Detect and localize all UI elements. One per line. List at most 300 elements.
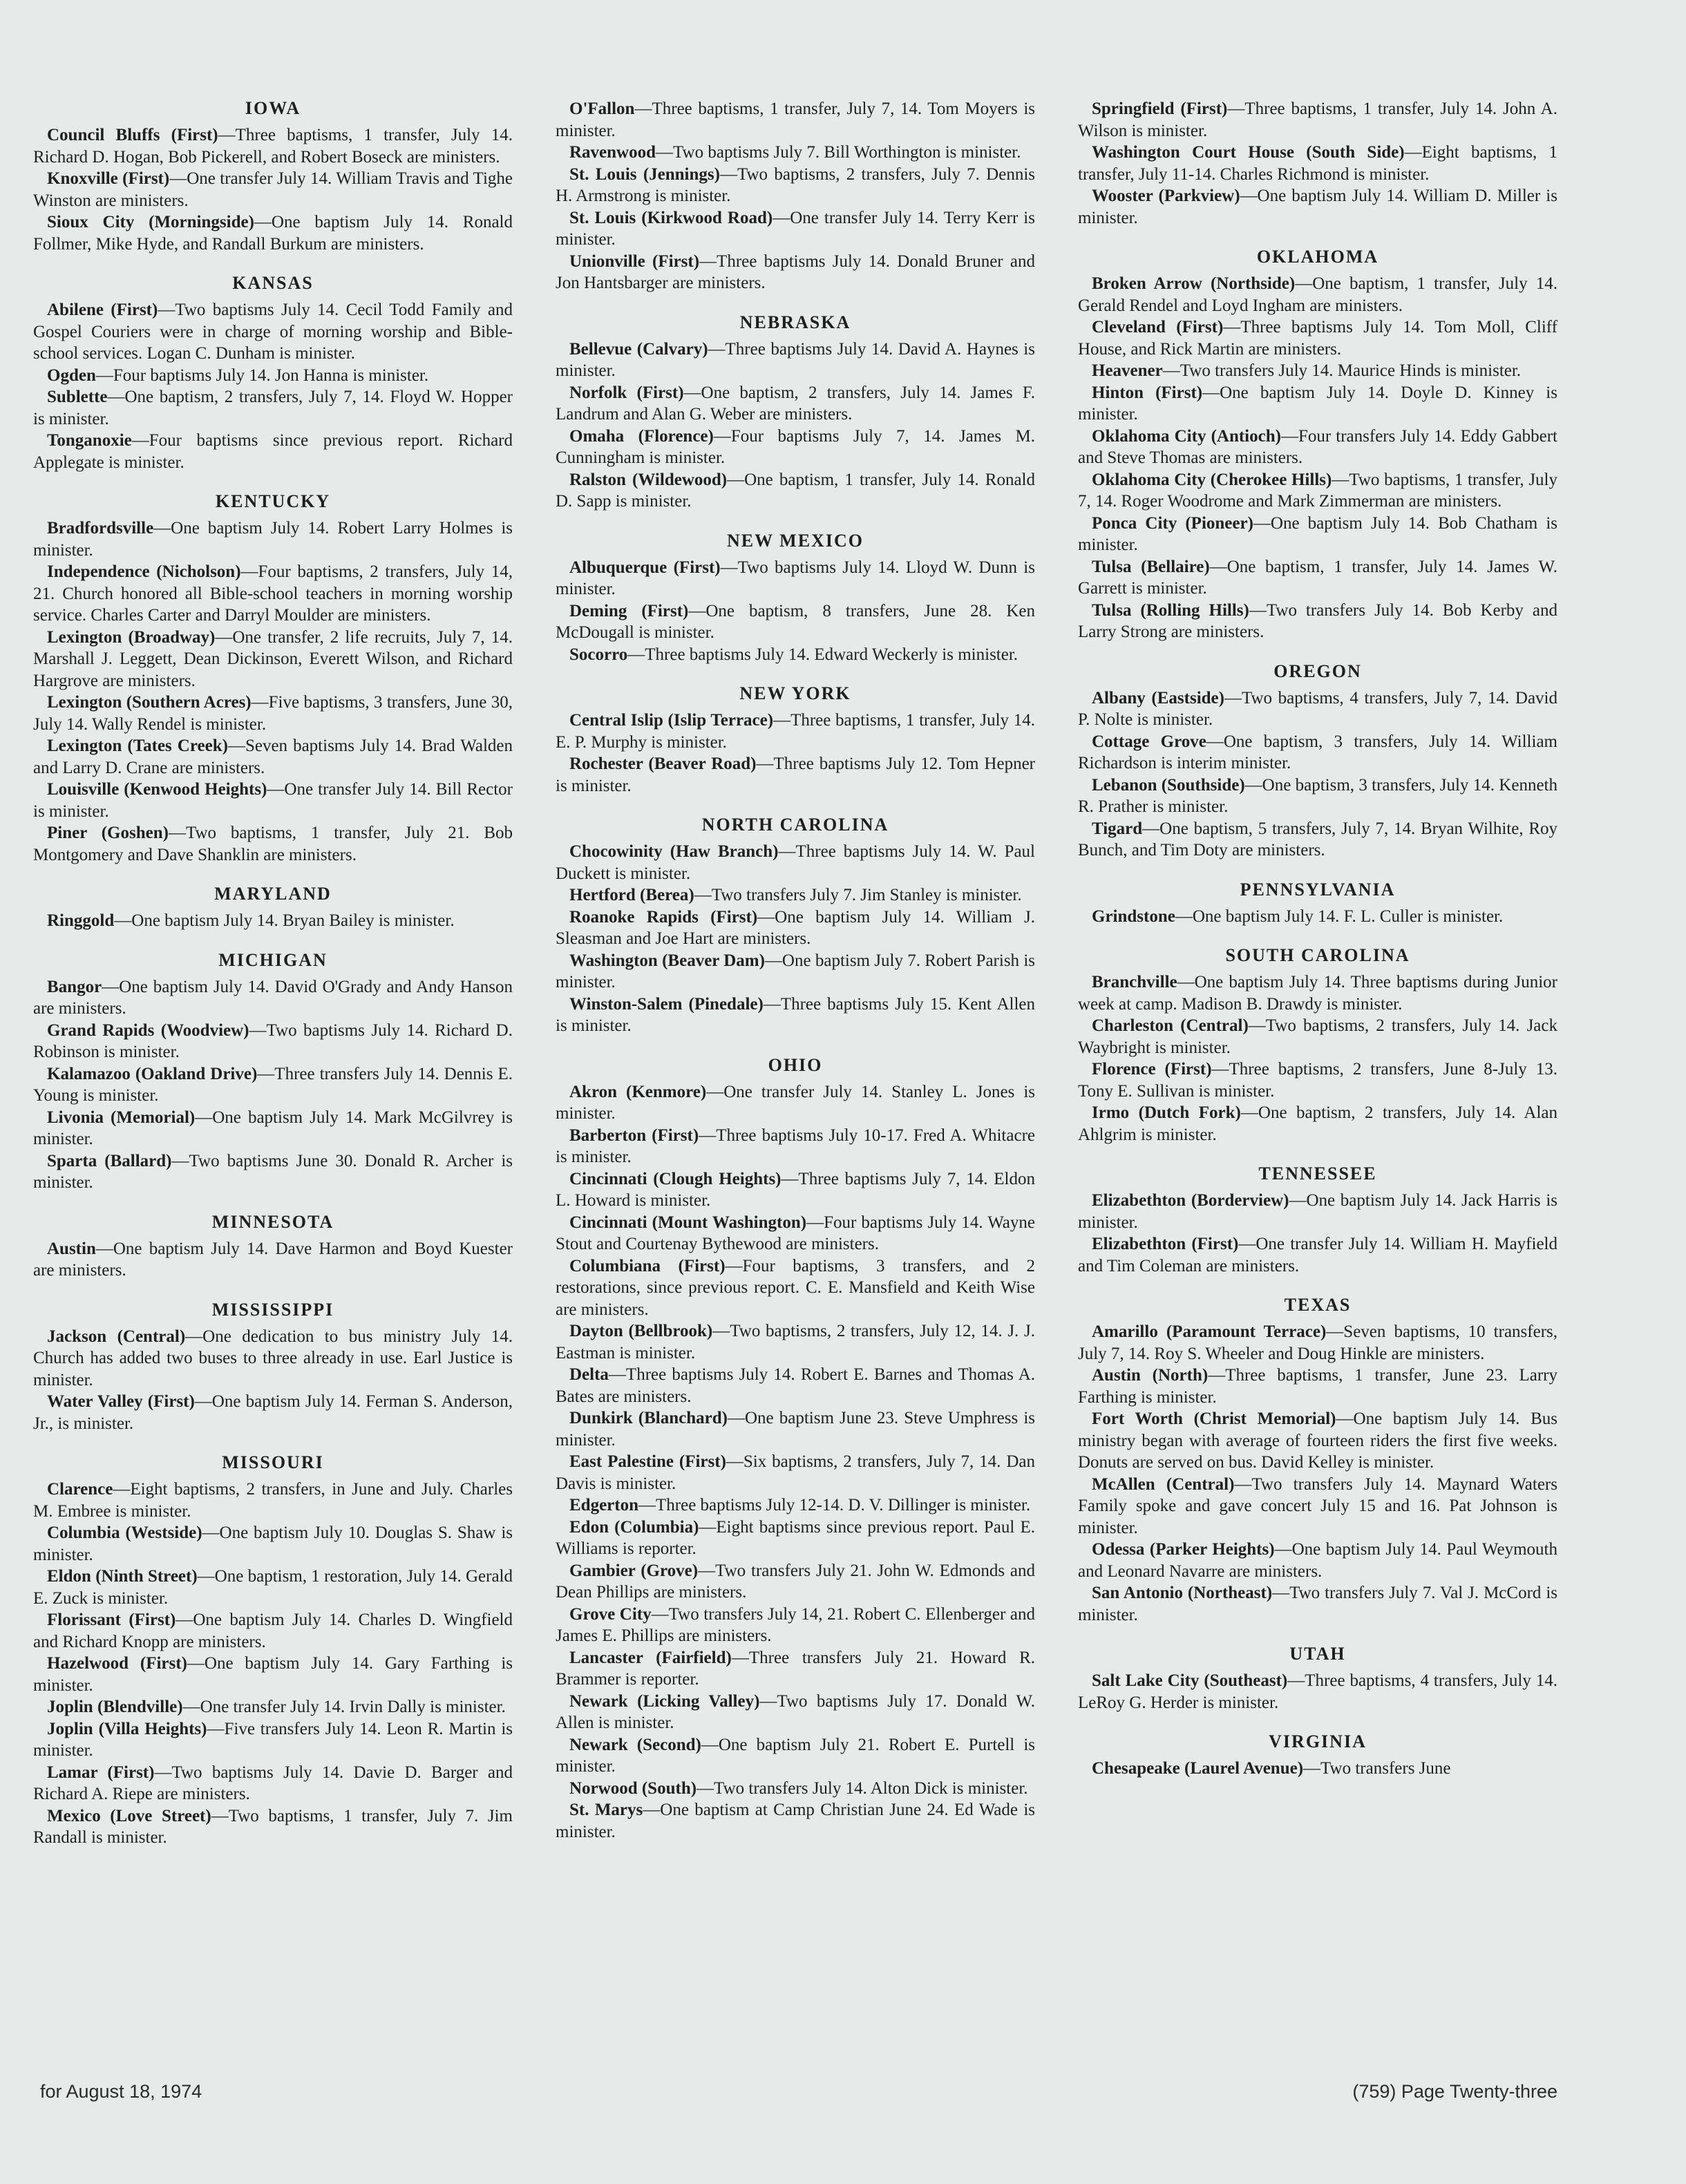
state-section	[1078, 1295, 1557, 1626]
church-report	[556, 469, 1035, 513]
report-text: —One baptism July 14. William D. Miller is minister.	[1078, 187, 1557, 227]
church-report	[33, 735, 513, 779]
church-report	[33, 692, 513, 735]
church-report	[33, 365, 513, 387]
church-name: Albuquerque (First)	[569, 558, 721, 577]
footer-page-number: (759) Page Twenty-three	[1352, 2081, 1557, 2102]
report-text: —One baptism July 14. Ferman S. Anderson, Jr., is minister.	[33, 1392, 513, 1433]
report-text: —Two baptisms July 14. Davie D. Barger and Richard A. Riepe are ministers.	[33, 1763, 513, 1803]
report-text: —Two transfers June	[1303, 1759, 1451, 1778]
report-text: —One baptism at Camp Christian June 24. Ed Wade is minister.	[556, 1801, 1036, 1841]
church-name: Austin	[47, 1239, 96, 1258]
church-name: Charleston (Central)	[1092, 1016, 1249, 1035]
church-name: Lexington (Tates Creek)	[47, 737, 228, 755]
state-section	[556, 98, 1035, 294]
church-report	[33, 1479, 513, 1522]
church-name: Austin (North)	[1092, 1366, 1209, 1385]
report-text: —Three baptisms, 1 transfer, June 23. Larry Farthing is minister.	[1078, 1366, 1557, 1407]
report-text: —One baptism July 14. Bryan Bailey is minister.	[114, 911, 455, 930]
report-text: —Four baptisms July 7, 14. James M. Cunningham is minister.	[556, 426, 1035, 467]
state-heading: IOWA	[245, 98, 301, 118]
report-text: —Three baptisms July 14. Edward Weckerly is minister.	[627, 645, 1019, 664]
church-report	[1078, 1190, 1557, 1233]
column-middle	[556, 98, 1035, 1843]
report-text: —Two transfers July 14. Bob Kerby and Larry Strong are ministers.	[1078, 600, 1557, 641]
church-report	[33, 1063, 513, 1107]
church-name: Ogden	[47, 365, 96, 385]
church-report	[33, 822, 513, 866]
church-name: Newark (Second)	[569, 1735, 701, 1754]
church-name: Grindstone	[1092, 906, 1175, 926]
church-name: Salt Lake City (Southeast)	[1092, 1671, 1288, 1690]
report-text: —One baptism July 7. Robert Parish is minister.	[556, 951, 1035, 991]
church-name: Tulsa (Rolling Hills)	[1092, 600, 1249, 620]
church-name: Bangor	[47, 977, 102, 996]
report-text: —One baptism July 14. Gary Farthing is minister.	[33, 1654, 513, 1695]
church-report	[556, 557, 1035, 600]
state-section	[1078, 247, 1557, 643]
church-report	[1078, 556, 1557, 600]
church-name: East Palestine (First)	[569, 1452, 726, 1471]
church-name: Council Bluffs (First)	[47, 126, 218, 144]
report-text: —Two transfers July 7. Val J. McCord is minister.	[1078, 1584, 1557, 1624]
church-name: Deming (First)	[569, 601, 689, 620]
report-text: —Three baptisms, 1 transfer, July 7, 14. Tom Moyers is minister.	[556, 99, 1035, 140]
church-name: Elizabethton (Borderview)	[1092, 1191, 1289, 1210]
church-report	[556, 994, 1035, 1037]
report-text: —One baptism July 14. Three baptisms during Junior week at camp. Madison B. Drawdy is minister.	[1078, 973, 1557, 1014]
church-report	[1078, 360, 1557, 382]
report-text: —Three baptisms, 2 transfers, June 8-July 13. Tony E. Sullivan is minister.	[1078, 1060, 1557, 1101]
church-name: Dayton (Bellbrook)	[569, 1322, 713, 1340]
state-section	[556, 815, 1035, 1037]
church-report	[556, 1647, 1035, 1691]
state-section	[33, 491, 513, 866]
report-text: —One baptism, 1 transfer, July 14. James W. Garrett is minister.	[1078, 557, 1557, 598]
church-name: Cottage Grove	[1092, 732, 1206, 751]
church-name: Barberton (First)	[569, 1126, 699, 1145]
report-text: —Six baptisms, 2 transfers, July 7, 14. Dan Davis is minister.	[556, 1452, 1035, 1493]
church-name: Norwood (South)	[569, 1778, 697, 1798]
church-name: Cleveland (First)	[1092, 318, 1224, 336]
church-report	[1078, 1582, 1557, 1626]
report-text: —One baptism, 8 transfers, June 28. Ken McDougall is minister.	[556, 601, 1035, 642]
church-report	[556, 1407, 1035, 1451]
report-text: —One baptism, 3 transfers, July 14. Kenneth R. Prather is minister.	[1078, 775, 1557, 816]
report-text: —One transfer July 14. Stanley L. Jones is minister.	[556, 1082, 1036, 1123]
church-name: Tonganoxie	[47, 431, 132, 450]
church-report	[33, 976, 513, 1020]
state-section	[33, 1452, 513, 1849]
state-heading: MISSOURI	[222, 1452, 324, 1472]
church-name: Grove City	[569, 1604, 652, 1624]
state-section	[33, 950, 513, 1194]
church-report	[33, 1696, 513, 1718]
church-report	[556, 753, 1035, 797]
report-text: —Two baptisms, 1 transfer, July 21. Bob Montgomery and Dave Shanklin are ministers.	[33, 824, 513, 864]
church-name: Akron (Kenmore)	[569, 1082, 707, 1101]
church-name: St. Louis (Kirkwood Road)	[569, 208, 773, 227]
church-name: Central Islip (Islip Terrace)	[569, 711, 774, 730]
church-name: Mexico (Love Street)	[47, 1806, 211, 1825]
state-heading: OKLAHOMA	[1256, 247, 1379, 267]
church-report	[1078, 1015, 1557, 1058]
report-text: —One baptism, 2 transfers, July 14. Alan Ahlgrim is minister.	[1078, 1103, 1557, 1144]
report-text: —Four baptisms July 14. Wayne Stout and Courtenay Bythewood are ministers.	[556, 1213, 1035, 1253]
state-section	[33, 98, 513, 255]
church-name: Wooster (Parkview)	[1092, 187, 1240, 205]
church-name: Bradfordsville	[47, 519, 154, 538]
church-name: Gambier (Grove)	[569, 1561, 699, 1580]
church-report	[556, 1212, 1035, 1255]
church-name: Albany (Eastside)	[1092, 688, 1224, 708]
state-heading: OREGON	[1273, 661, 1362, 681]
state-section	[33, 1212, 513, 1282]
church-name: Hertford (Berea)	[569, 886, 694, 904]
church-report	[1078, 1758, 1557, 1780]
state-section	[556, 312, 1035, 513]
church-report	[1078, 775, 1557, 818]
church-report	[1078, 382, 1557, 426]
report-text: —Three baptisms, 1 transfer, July 14. John A. Wilson is minister.	[1078, 99, 1557, 140]
church-report	[556, 884, 1035, 906]
church-report	[33, 1326, 513, 1392]
state-section	[1078, 1164, 1557, 1277]
church-name: Florence (First)	[1092, 1060, 1212, 1079]
church-name: Lexington (Broadway)	[47, 627, 216, 647]
church-name: Edon (Columbia)	[569, 1517, 699, 1537]
church-name: Newark (Licking Valley)	[569, 1691, 760, 1711]
report-text: —Three baptisms July 14. David A. Haynes is minister.	[556, 339, 1035, 380]
church-name: Edgerton	[569, 1496, 638, 1514]
church-name: Fort Worth (Christ Memorial)	[1092, 1409, 1336, 1428]
state-heading: SOUTH CAROLINA	[1225, 945, 1410, 965]
report-text: —One baptism June 23. Steve Umphress is minister.	[556, 1409, 1036, 1450]
report-text: —One baptism July 14. Mark McGilvrey is minister.	[33, 1108, 513, 1148]
church-report	[1078, 142, 1557, 185]
state-heading: MARYLAND	[214, 884, 332, 904]
church-name: Cincinnati (Mount Washington)	[569, 1213, 807, 1232]
church-name: Dunkirk (Blanchard)	[569, 1409, 728, 1427]
church-report	[33, 1609, 513, 1653]
church-report	[1078, 426, 1557, 469]
church-name: Sioux City (Morningside)	[47, 213, 254, 231]
report-text: —Two baptisms, 1 transfer, July 7. Jim Randall is minister.	[33, 1806, 513, 1847]
church-report	[556, 1451, 1035, 1494]
church-report	[1078, 1233, 1557, 1277]
church-report	[556, 1494, 1035, 1517]
state-section	[1078, 1644, 1557, 1713]
church-name: Elizabethton (First)	[1092, 1235, 1239, 1253]
church-report	[33, 124, 513, 168]
report-text: —Three baptisms, 1 transfer, July 14. Richard D. Hogan, Bob Pickerell, and Robert Boseck are ministers.	[33, 126, 513, 167]
church-report	[556, 841, 1035, 884]
report-text: —Five transfers July 14. Leon R. Martin is minister.	[33, 1719, 513, 1760]
church-name: Unionville (First)	[569, 251, 700, 271]
report-text: —Three transfers July 14. Dennis E. Young is minister.	[33, 1064, 513, 1105]
church-name: Socorro	[569, 645, 628, 664]
church-report	[1078, 687, 1557, 731]
report-text: —Two transfers July 14, 21. Robert C. Ellenberger and James E. Phillips are ministers.	[556, 1604, 1035, 1645]
church-report	[1078, 731, 1557, 775]
church-name: Lamar (First)	[47, 1763, 155, 1782]
report-text: —Three baptisms July 14. Donald Bruner and Jon Hantsbarger are ministers.	[556, 251, 1035, 292]
church-name: Joplin (Villa Heights)	[47, 1719, 207, 1738]
church-report	[1078, 185, 1557, 229]
church-report	[1078, 1670, 1557, 1713]
church-report	[33, 910, 513, 932]
footer-date: for August 18, 1974	[40, 2081, 202, 2102]
report-text: —Three baptisms, 4 transfers, July 14. LeRoy G. Herder is minister.	[1078, 1671, 1557, 1712]
church-report	[556, 1691, 1035, 1734]
column-left	[33, 98, 513, 1849]
report-text: —Two transfers July 14. Maurice Hinds is minister.	[1162, 361, 1522, 380]
state-section	[1078, 98, 1557, 229]
church-name: Ringgold	[47, 911, 115, 930]
report-text: —One baptism July 14. Bob Chatham is minister.	[1078, 513, 1557, 554]
church-name: O'Fallon	[569, 99, 635, 118]
report-text: —One baptism July 14. Ronald Follmer, Mike Hyde, and Randall Burkum are ministers.	[33, 213, 513, 254]
state-heading: NORTH CAROLINA	[701, 815, 889, 835]
church-name: Clarence	[47, 1480, 113, 1499]
church-name: Rochester (Beaver Road)	[569, 754, 757, 773]
church-report	[33, 386, 513, 430]
church-report	[556, 1517, 1035, 1560]
report-text: —Two baptisms July 14. Lloyd W. Dunn is minister.	[556, 558, 1035, 598]
church-report	[1078, 1102, 1557, 1146]
church-report	[556, 1255, 1035, 1321]
church-name: Branchville	[1092, 973, 1177, 991]
church-name: St. Marys	[569, 1801, 643, 1819]
church-report	[556, 1799, 1035, 1843]
report-text: —One transfer July 14. William H. Mayfield and Tim Coleman are ministers.	[1078, 1235, 1557, 1275]
report-text: —Four baptisms, 3 transfers, and 2 restorations, since previous report. C. E. Mansfield and Keith Wise are ministers.	[556, 1256, 1036, 1319]
report-text: —One baptism July 21. Robert E. Purtell is minister.	[556, 1735, 1036, 1776]
state-section	[556, 1055, 1035, 1843]
report-text: —Two baptisms July 14. Richard D. Robinson is minister.	[33, 1020, 513, 1061]
church-name: Tigard	[1092, 819, 1143, 838]
report-text: —One baptism July 14. William J. Sleasman and Joe Hart are ministers.	[556, 907, 1035, 948]
church-name: Water Valley (First)	[47, 1392, 195, 1411]
state-heading: OHIO	[768, 1054, 823, 1075]
state-heading: MISSISSIPPI	[211, 1299, 334, 1320]
report-text: —Eight baptisms since previous report. Paul E. Williams is reporter.	[556, 1517, 1035, 1558]
state-section	[1078, 1731, 1557, 1780]
report-text: —Two baptisms July 17. Donald W. Allen is minister.	[556, 1691, 1036, 1732]
church-report	[33, 779, 513, 822]
report-text: —Two baptisms, 4 transfers, July 7, 14. David P. Nolte is minister.	[1078, 688, 1557, 729]
church-report	[556, 950, 1035, 994]
church-report	[556, 426, 1035, 469]
report-text: —One baptism July 10. Douglas S. Shaw is minister.	[33, 1523, 513, 1564]
church-report	[1078, 1539, 1557, 1582]
church-name: Heavener	[1092, 361, 1163, 380]
state-section	[33, 884, 513, 932]
church-report	[556, 207, 1035, 251]
state-heading: TENNESSEE	[1258, 1164, 1377, 1184]
report-text: —One baptism, 1 transfer, July 14. Ronald D. Sapp is minister.	[556, 470, 1035, 511]
report-text: —One transfer July 14. Terry Kerr is minister.	[556, 208, 1035, 249]
church-report	[556, 600, 1035, 644]
report-text: —Seven baptisms July 14. Brad Walden and Larry D. Crane are ministers.	[33, 737, 513, 777]
column-right	[1078, 98, 1557, 1780]
church-name: Delta	[569, 1365, 609, 1384]
church-name: Ponca City (Pioneer)	[1092, 513, 1253, 533]
report-text: —Three baptisms July 10-17. Fred A. Whitacre is minister.	[556, 1126, 1035, 1166]
state-section	[1078, 945, 1557, 1146]
church-report	[33, 517, 513, 561]
church-report	[556, 382, 1035, 426]
church-report	[556, 1778, 1035, 1800]
church-name: Springfield (First)	[1092, 99, 1228, 118]
state-section	[1078, 661, 1557, 862]
church-name: Cincinnati (Clough Heights)	[569, 1169, 782, 1188]
church-name: Florissant (First)	[47, 1611, 176, 1629]
church-report	[1078, 818, 1557, 862]
report-text: —Two baptisms, 1 transfer, July 7, 14. Roger Woodrome and Mark Zimmerman are ministers.	[1078, 470, 1557, 511]
church-name: Lexington (Southern Acres)	[47, 693, 252, 712]
state-heading: PENNSYLVANIA	[1240, 879, 1396, 900]
church-name: Washington Court House (South Side)	[1092, 143, 1405, 162]
church-report	[556, 906, 1035, 950]
state-heading: NEBRASKA	[739, 312, 851, 332]
church-name: Livonia (Memorial)	[47, 1108, 196, 1127]
church-report	[556, 1320, 1035, 1364]
church-report	[33, 627, 513, 692]
church-report	[556, 1168, 1035, 1212]
report-text: —One transfer July 14. Bill Rector is minister.	[33, 780, 513, 821]
church-name: Grand Rapids (Woodview)	[47, 1020, 249, 1040]
report-text: —Four baptisms since previous report. Richard Applegate is minister.	[33, 431, 513, 472]
report-text: —Two transfers July 14. Alton Dick is minister.	[697, 1778, 1028, 1798]
church-report	[33, 430, 513, 473]
church-report	[556, 1364, 1035, 1407]
church-name: Columbia (Westside)	[47, 1523, 202, 1542]
church-name: Abilene (First)	[47, 301, 158, 319]
report-text: —One baptism July 14. Jack Harris is minister.	[1078, 1191, 1558, 1232]
church-name: McAllen (Central)	[1092, 1474, 1235, 1494]
report-text: —Two baptisms, 2 transfers, July 14. Jack Waybright is minister.	[1078, 1016, 1557, 1057]
report-text: —Three baptisms July 12-14. D. V. Dillinger is minister.	[638, 1496, 1031, 1514]
church-report	[1078, 600, 1557, 643]
church-name: Joplin (Blendville)	[47, 1698, 183, 1716]
church-report	[1078, 1321, 1557, 1365]
report-text: —Three baptisms July 7, 14. Eldon L. Howard is minister.	[556, 1169, 1035, 1210]
report-text: —One baptism July 14. Bus ministry began with average of fourteen riders the first five weeks. Donuts are served on bus. David Kelley is minister.	[1078, 1409, 1557, 1472]
report-text: —Three baptisms July 14. Robert E. Barnes and Thomas A. Bates are ministers.	[556, 1365, 1035, 1406]
state-heading: KANSAS	[232, 273, 314, 293]
report-text: —One baptism July 14. F. L. Culler is minister.	[1175, 906, 1504, 926]
church-report	[1078, 1058, 1557, 1102]
church-report	[556, 164, 1035, 207]
state-section	[33, 1300, 513, 1435]
church-report	[556, 98, 1035, 142]
report-text: —Two transfers July 21. John W. Edmonds and Dean Phillips are ministers.	[556, 1561, 1035, 1602]
report-text: —One baptism, 1 transfer, July 14. Gerald Rendel and Loyd Ingham are ministers.	[1078, 274, 1557, 315]
report-text: —Two baptisms July 7. Bill Worthington is minister.	[656, 143, 1021, 162]
report-text: —Eight baptisms, 1 transfer, July 11-14. Charles Richmond is minister.	[1078, 143, 1557, 184]
church-report	[556, 251, 1035, 294]
state-heading: TEXAS	[1284, 1295, 1352, 1315]
state-section	[33, 273, 513, 473]
state-heading: VIRGINIA	[1269, 1731, 1367, 1751]
church-name: Eldon (Ninth Street)	[47, 1567, 198, 1586]
church-report	[33, 211, 513, 255]
church-name: Irmo (Dutch Fork)	[1092, 1103, 1241, 1122]
report-text: —Two baptisms, 2 transfers, July 12, 14. J. J. Eastman is minister.	[556, 1322, 1035, 1362]
church-report	[556, 1081, 1035, 1125]
church-name: Independence (Nicholson)	[47, 562, 241, 581]
church-name: San Antonio (Northeast)	[1092, 1584, 1273, 1602]
report-text: —Three baptisms July 12. Tom Hepner is minister.	[556, 754, 1035, 795]
church-report	[33, 1805, 513, 1849]
report-text: —Two transfers July 14. Maynard Waters Family spoke and gave concert July 15 and 16. Pat Johnson is minister.	[1078, 1474, 1557, 1537]
church-report	[556, 339, 1035, 382]
church-name: Omaha (Florence)	[569, 426, 714, 446]
church-name: Knoxville (First)	[47, 169, 170, 188]
report-text: —One baptism, 2 transfers, July 7, 14. Floyd W. Hopper is minister.	[33, 388, 513, 428]
state-heading: NEW YORK	[739, 683, 851, 703]
report-text: —One baptism July 14. Paul Weymouth and Leonard Navarre are ministers.	[1078, 1540, 1557, 1581]
report-text: —Two baptisms, 2 transfers, July 7. Dennis H. Armstrong is minister.	[556, 164, 1035, 205]
state-heading: UTAH	[1289, 1644, 1346, 1664]
church-report	[556, 1125, 1035, 1168]
church-report	[33, 1762, 513, 1805]
report-text: —Three baptisms July 14. W. Paul Duckett is minister.	[556, 842, 1035, 883]
report-text: —One transfer July 14. William Travis and Tighe Winston are ministers.	[33, 169, 513, 210]
church-report	[556, 142, 1035, 164]
church-report	[1078, 469, 1557, 513]
church-name: Hazelwood (First)	[47, 1654, 187, 1673]
report-text: —One transfer July 14. Irvin Dally is minister.	[182, 1698, 506, 1716]
report-text: —Two baptisms July 14. Cecil Todd Family and Gospel Couriers were in charge of morning worship and Bible-school services. Logan C. Dunham is minister.	[33, 301, 513, 363]
report-text: —One baptism July 14. Doyle D. Kinney is minister.	[1078, 383, 1557, 424]
church-report	[556, 710, 1035, 753]
church-name: Ravenwood	[569, 143, 656, 162]
church-name: Columbiana (First)	[569, 1256, 726, 1275]
report-text: —Eight baptisms, 2 transfers, in June and July. Charles M. Embree is minister.	[33, 1480, 513, 1521]
church-report	[1078, 971, 1557, 1015]
report-text: —One baptism July 14. Dave Harmon and Boyd Kuester are ministers.	[33, 1239, 513, 1280]
church-name: Winston-Salem (Pinedale)	[569, 994, 764, 1014]
church-report	[1078, 906, 1557, 928]
church-name: Tulsa (Bellaire)	[1092, 557, 1210, 576]
church-name: St. Louis (Jennings)	[569, 164, 720, 184]
church-name: Norfolk (First)	[569, 383, 684, 402]
report-text: —Four baptisms July 14. Jon Hanna is minister.	[95, 365, 429, 385]
church-report	[1078, 316, 1557, 360]
church-name: Louisville (Kenwood Heights)	[47, 780, 267, 799]
church-report	[556, 644, 1035, 666]
church-name: Sublette	[47, 388, 108, 406]
report-text: —One baptism July 14. Charles D. Wingfield and Richard Knopp are ministers.	[33, 1611, 513, 1651]
church-report	[33, 1718, 513, 1762]
church-name: Roanoke Rapids (First)	[569, 907, 758, 927]
church-report	[33, 1020, 513, 1063]
church-report	[556, 1604, 1035, 1647]
church-report	[33, 299, 513, 365]
report-text: —One baptism, 2 transfers, July 14. James F. Landrum and Alan G. Weber are ministers.	[556, 383, 1035, 424]
report-text: —One baptism, 1 restoration, July 14. Gerald E. Zuck is minister.	[33, 1567, 513, 1608]
church-name: Lancaster (Fairfield)	[569, 1648, 732, 1667]
church-report	[33, 1566, 513, 1609]
church-report	[33, 1522, 513, 1566]
church-name: Oklahoma City (Antioch)	[1092, 426, 1281, 446]
report-text: —Three baptisms July 15. Kent Allen is minister.	[556, 994, 1035, 1035]
church-name: Bellevue (Calvary)	[569, 339, 708, 359]
church-name: Chocowinity (Haw Branch)	[569, 842, 779, 861]
report-text: —One baptism July 14. Robert Larry Holmes is minister.	[33, 519, 513, 560]
